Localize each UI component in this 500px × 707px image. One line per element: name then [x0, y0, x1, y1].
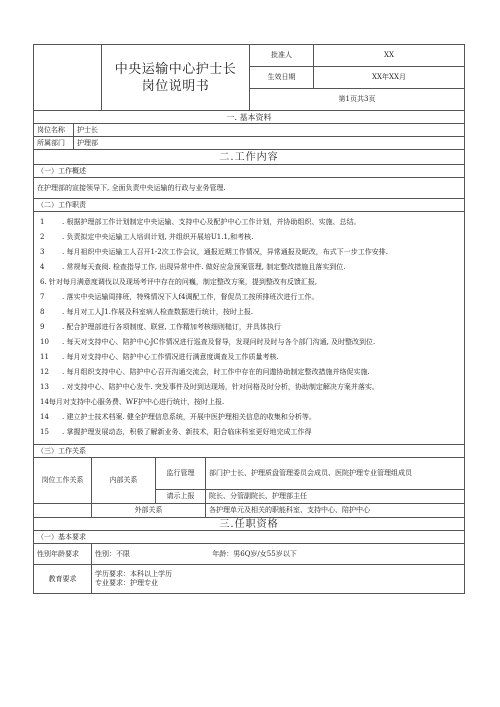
department-label: 所属部门 — [34, 137, 74, 150]
basic-requirements-title: （一）基本要求 — [34, 531, 465, 544]
overview-text: 在护理部的宣接领导下, 全面负责中央运输的行政与业务管理. — [34, 178, 465, 199]
relations-blank-cell — [34, 504, 92, 518]
duty-item — [40, 425, 458, 440]
duty-item — [40, 395, 458, 410]
duty-item — [40, 230, 458, 245]
duty-text: . 每月对支持中心、陪护中心工作情况进行满意度调查及工作质量考核. — [62, 353, 279, 361]
duty-text: . 对支持中心、陪护中心发牛. 突发事件及时到达现场，针对问格及时分析，协助制定解决方案并落实。 — [62, 383, 379, 391]
duty-number: 13 — [40, 383, 49, 391]
report-value: 院长、分管副院长、护理部主任 — [206, 490, 465, 504]
duty-number: 11 — [40, 353, 49, 361]
position-name-label: 岗位名称 — [34, 124, 74, 137]
duty-number: 3 — [40, 248, 45, 256]
duty-text: . 每月祖织中央运输工人召开1-2次工作会议，通报近期工作情况，异常通报及昵改，布式下一步工作安排. — [62, 248, 388, 256]
job-description-document — [33, 44, 465, 594]
position-name-value: 护士长 — [74, 124, 465, 137]
relations-title: （三）工作关系 — [34, 445, 465, 458]
gender-text: 性别：不限 — [95, 549, 130, 558]
duty-text: . 配合护理部进行各项制度、联营, 工作精加考核细则槌订，并具体执行 — [62, 323, 281, 331]
duties-list — [34, 212, 465, 445]
duty-number: 10 — [40, 338, 49, 346]
department-value: 护理部 — [74, 137, 465, 150]
effective-date-value: XX年XX月 — [314, 67, 465, 89]
duty-item — [40, 275, 458, 290]
duty-item — [40, 335, 458, 350]
document-title-line1: 中央运输中心护士长 — [114, 61, 237, 77]
duty-item — [40, 290, 458, 305]
duty-number: 9 — [40, 323, 45, 331]
external-relations-label: 外部关系 — [92, 504, 206, 518]
duty-text: . 建立护士技术档案. 健全护理信息系统，开展中医护理相关信息的收集和分析等。 — [62, 413, 316, 421]
duty-item — [40, 215, 458, 230]
duties-title: （二）工作职责 — [34, 199, 465, 212]
document-title-line2: 岗位说明书 — [141, 78, 210, 94]
duty-number: 15 — [40, 428, 49, 436]
external-relations-value: 各护理单元及相关的职能科室、支持中心、陪护中心 — [206, 504, 465, 518]
overview-title: （一）工作概述 — [34, 165, 465, 178]
header-blank-cell — [34, 45, 102, 111]
duty-text: . 落实中央运输周排班，特殊情况下人f4调配工作，督促员工按所排班次进行工作。 — [62, 293, 319, 301]
report-label: 请示上报 — [156, 490, 206, 504]
education-label: 教育要求 — [34, 565, 92, 594]
duty-text: 14每月对支持中心服务费、WF护中心进行统计，按时上报. — [40, 398, 225, 406]
header-table — [33, 44, 465, 111]
duty-item — [40, 410, 458, 425]
qualifications-table — [33, 517, 465, 594]
effective-date-label: 生效日期 — [250, 67, 314, 89]
duty-number: 8 — [40, 308, 45, 316]
work-content-table — [33, 149, 465, 458]
duty-number: 2 — [40, 233, 45, 241]
duty-number: 4 — [40, 263, 45, 271]
duty-text: . 常规每天查阅. 检查指导工作, 出现异常中件. 做好应急预案管理, 制定整改措施且落实到位. — [62, 263, 346, 271]
duty-text: . 掌握护理发展动态，积极了解新业务、新技术，阳合临床科室更好地完成工作得 — [62, 428, 312, 436]
duty-text: . 每月对工人J1.作展及科室病人检查数据进行统计，按时上报. — [62, 308, 254, 316]
education-value — [92, 565, 465, 594]
approver-label: 批准人 — [250, 45, 314, 67]
approver-value: XX — [314, 45, 465, 67]
qualifications-section-title: 三.任职资格 — [34, 518, 465, 531]
duty-text: . 根据护理部工作计划制定中央运输、支持中心及配护中心工作计划，并协助组织、实施、总结。 — [62, 218, 361, 226]
duty-text: . 每天对支持中心、陪护中心JC作情况进行巡查及督导，发现问时及时与各个部门沟通, 及时整改到位. — [62, 338, 376, 346]
duty-number: 7 — [40, 293, 45, 301]
duty-text: 6. 针对每月满意度调伐以及现场考评中存在的问巍，制定整改方案，提到整改有反馈汇报, — [40, 278, 318, 286]
duty-number: 14 — [40, 413, 49, 421]
relations-label: 岗位工作关系 — [34, 458, 92, 504]
internal-relations-label: 内部关系 — [92, 458, 156, 504]
basic-info-section-title: 一. 基本资料 — [34, 111, 465, 124]
duty-item — [40, 245, 458, 260]
duty-item — [40, 320, 458, 335]
supervise-label: 监行管理 — [156, 458, 206, 490]
duty-item — [40, 350, 458, 365]
duty-item — [40, 305, 458, 320]
supervise-value: 部门护士长、护理质盘管理委员会成员、医院护理专业管理组成员 — [206, 458, 465, 490]
duty-text: . 负责拟定中央运输工人培训计划, 并组织开展培U1.1,和考核. — [62, 233, 254, 241]
duty-number: 12 — [40, 368, 49, 376]
duty-item — [40, 365, 458, 380]
duty-item — [40, 380, 458, 395]
basic-info-table — [33, 110, 465, 150]
work-content-section-title: 二.工作内容 — [34, 150, 465, 165]
document-title — [102, 45, 250, 111]
gender-age-label: 性别年龄要求 — [34, 544, 92, 565]
education-major: 专业要求：护理专业 — [95, 579, 158, 587]
age-text: 年龄：男6Q岁/女55岁以下 — [212, 549, 297, 558]
gender-age-value — [92, 544, 465, 565]
duty-item — [40, 260, 458, 275]
education-degree: 学历要求：本科以上学历 — [95, 570, 172, 578]
page-info: 第1页共3页 — [250, 89, 465, 111]
duty-text: . 每月组织支持中心、陪护中心召开沟通交流会，时工作中存在的问遨协助制定整改措施并络促实施. — [62, 368, 370, 376]
duty-number: 1 — [40, 218, 45, 226]
relations-table — [33, 457, 465, 518]
